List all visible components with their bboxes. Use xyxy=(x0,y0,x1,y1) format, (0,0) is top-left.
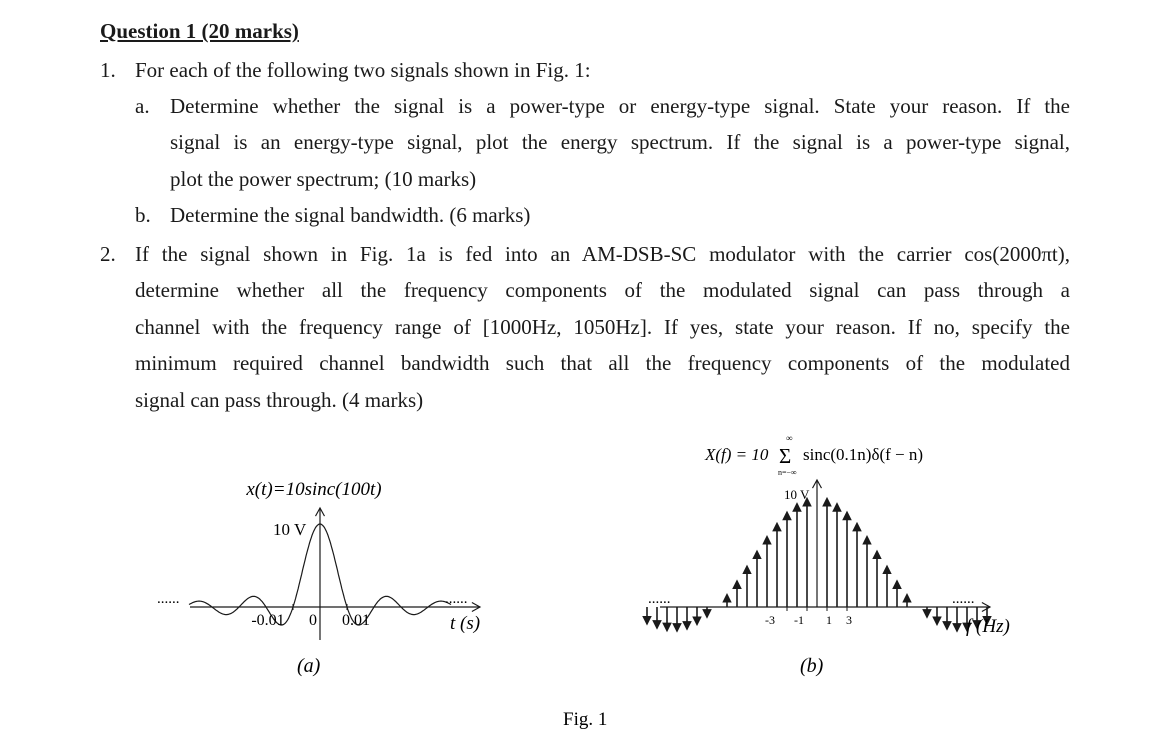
subitem-a-line-3: plot the power spectrum; (10 marks) xyxy=(170,167,477,191)
figure-a-label: (a) xyxy=(297,655,321,677)
figure-b-formula-left: X(f) = 10 xyxy=(705,445,769,464)
figure-b-dots-left: ...... xyxy=(648,591,671,607)
figure-a-dots-left: ...... xyxy=(157,591,180,607)
figure-b-tick-label-pos1: 1 xyxy=(826,613,832,627)
figure-a-formula: x(t)=10sinc(100t) xyxy=(246,479,382,500)
item-2-line-4: minimum required channel bandwidth such that all the frequency components of the modulated xyxy=(135,351,1070,375)
figure-a-tick-label-zero: 0 xyxy=(309,612,317,629)
figure-caption: Fig. 1 xyxy=(563,709,608,730)
figure-a-tick-label-neg: -0.01 xyxy=(251,612,285,629)
figure-b-dots-right: ...... xyxy=(952,591,975,607)
figure-b-formula-right: sinc(0.1n)δ(f − n) xyxy=(803,445,924,464)
subitem-a-label: a. xyxy=(135,94,150,118)
figure-a-plot xyxy=(189,508,480,640)
figure-a-peak-label: 10 V xyxy=(273,520,307,539)
item-1-number: 1. xyxy=(100,58,116,82)
figure-b-tick-label-neg3: -3 xyxy=(765,613,775,627)
item-2-line-1: If the signal shown in Fig. 1a is fed into an AM-DSB-SC modulator with the carrier cos(2000πt), xyxy=(135,242,1070,266)
figure-b-tick-label-pos3: 3 xyxy=(846,613,852,627)
item-2-number: 2. xyxy=(100,242,116,266)
question-heading: Question 1 (20 marks) xyxy=(100,19,299,43)
figure-b-tick-label-neg1: -1 xyxy=(794,613,804,627)
figure-b-sum-upper: ∞ xyxy=(786,433,793,443)
figure-a-dots-right: ...... xyxy=(445,591,468,607)
subitem-a-line-2: signal is an energy-type signal, plot the energy spectrum. If the signal is a power-type signal, xyxy=(170,130,1070,154)
figure-b-label: (b) xyxy=(800,655,824,677)
item-1-text: For each of the following two signals shown in Fig. 1: xyxy=(135,58,591,82)
figure-b-plot xyxy=(647,480,990,631)
figure-b-sum-symbol: Σ xyxy=(779,444,792,468)
figure-b-axis-label: f (Hz) xyxy=(966,616,1010,637)
figure-b-sum-lower: n=−∞ xyxy=(778,468,797,477)
subitem-b-line-1: Determine the signal bandwidth. (6 marks) xyxy=(170,203,531,227)
item-2-line-5: signal can pass through. (4 marks) xyxy=(135,388,424,412)
figure-a-axis-label: t (s) xyxy=(450,613,481,634)
subitem-a-line-1: Determine whether the signal is a power-type or energy-type signal. State your reason. If the xyxy=(170,94,1070,118)
figure-a-tick-label-pos: 0.01 xyxy=(342,612,370,629)
figure-b-peak-label: 10 V xyxy=(784,487,810,502)
item-2-line-3: channel with the frequency range of [1000Hz, 1050Hz]. If yes, state your reason. If no, specify the xyxy=(135,315,1070,339)
subitem-b-label: b. xyxy=(135,203,151,227)
item-2-line-2: determine whether all the frequency components of the modulated signal can pass through a xyxy=(135,278,1070,302)
